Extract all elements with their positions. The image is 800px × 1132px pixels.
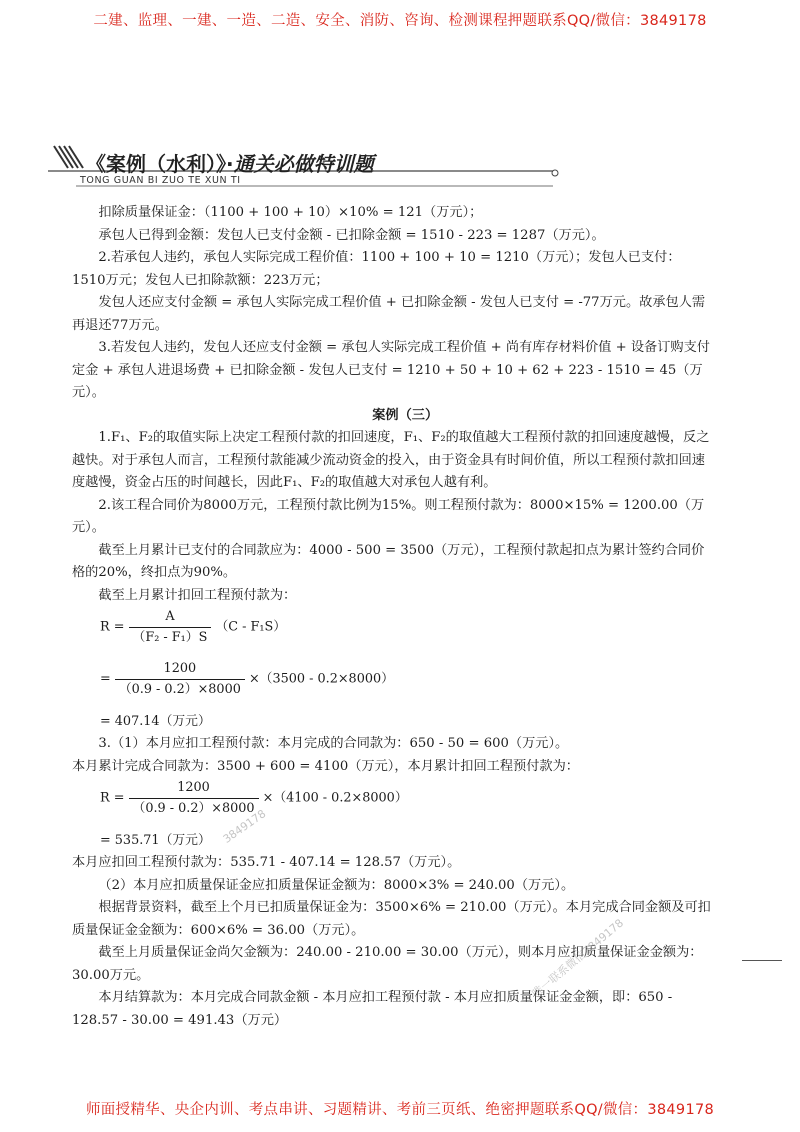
paragraph: 本月结算款为：本月完成合同款金额 - 本月应扣工程预付款 - 本月应扣质量保证金金额，即：650 - 128.57 - 30.00 = 491.43（万元） xyxy=(72,990,673,1028)
paragraph: 发包人还应支付金额 = 承包人实际完成工程价值 + 已扣除金额 - 发包人已支付 = -77万元。故承包人需再退还77万元。 xyxy=(72,295,706,333)
watermark: 3849178 xyxy=(220,807,269,846)
paragraph: 2.该工程合同价为8000万元，工程预付款比例为15%。则工程预付款为：8000×15% = 1200.00（万元）。 xyxy=(72,497,705,535)
formula-numerator: 1200 xyxy=(115,659,245,680)
formula-fraction xyxy=(115,659,245,700)
formula-fraction xyxy=(129,607,212,648)
paragraph: 本月累计完成合同款为：3500 + 600 = 4100（万元），本月累计扣回工程预付款为： xyxy=(72,758,579,774)
formula-lhs: = xyxy=(100,671,111,687)
formula-substituted-1 xyxy=(100,659,712,711)
formula-fraction xyxy=(129,778,259,819)
paragraph: 截至上月累计扣回工程预付款为： xyxy=(98,587,297,603)
paragraph: 截至上月累计已支付的合同款应为：4000 - 500 = 3500（万元），工程预付款起扣点为累计签约合同价格的20%，终扣点为90%。 xyxy=(72,542,705,580)
paragraph: 根据背景资料，截至上个月已扣质量保证金为：3500×6% = 210.00（万元）。本月完成合同金额及可扣质量保证金金额为：600×6% = 36.00（万元）。 xyxy=(72,900,711,938)
paragraph: 3.若发包人违约，发包人还应支付金额 = 承包人实际完成工程价值 + 尚有库存材料价值 + 设备订购支付定金 + 承包人进退场费 + 已扣除金额 - 发包人已支付 = 1210 + 50 + 10 + 62 + 223 - 1510 = 45（万元）。 xyxy=(72,340,710,400)
main-content xyxy=(72,202,712,1032)
formula-denominator: （F₂ - F₁）S xyxy=(132,630,208,645)
formula-rhs: ×（4100 - 0.2×8000） xyxy=(262,790,408,806)
formula-lhs: R = xyxy=(100,619,125,635)
margin-line xyxy=(742,960,782,961)
header-title-italic: 通关必做特训题 xyxy=(233,152,374,176)
paragraph: 承包人已得到金额：发包人已支付金额 - 已扣除金额 = 1510 - 223 = 1287（万元）。 xyxy=(98,227,605,243)
formula-result-2: = 535.71（万元） xyxy=(100,833,211,848)
formula-numerator: 1200 xyxy=(129,778,259,799)
watermark: 唯一联系微信3849178 xyxy=(529,916,627,1001)
paragraph: （2）本月应扣质量保证金应扣质量保证金额为：8000×3% = 240.00（万元）。 xyxy=(98,877,575,893)
formula-rhs: ×（3500 - 0.2×8000） xyxy=(248,671,394,687)
formula-denominator: （0.9 - 0.2）×8000 xyxy=(132,801,255,816)
page-header xyxy=(48,142,568,192)
header-title xyxy=(86,148,374,177)
formula-general xyxy=(100,607,712,659)
formula-denominator: （0.9 - 0.2）×8000 xyxy=(118,682,241,697)
paragraph: 3.（1）本月应扣工程预付款：本月完成的合同款为：650 - 50 = 600（万元）。 xyxy=(98,736,569,751)
header-subtitle: TONG GUAN BI ZUO TE XUN TI xyxy=(80,175,241,186)
section-title: 案例（三） xyxy=(372,407,439,423)
paragraph: 扣除质量保证金：（1100 + 100 + 10）×10% = 121（万元）； xyxy=(98,205,483,220)
bottom-banner: 师面授精华、央企内训、考点串讲、习题精讲、考前三页纸、绝密押题联系QQ/微信：3849178 xyxy=(85,1102,715,1118)
header-title-dot: · xyxy=(226,152,234,176)
paragraph: 2.若承包人违约，承包人实际完成工程价值：1100 + 100 + 10 = 1210（万元）；发包人已支付：1510万元；发包人已扣除款额：223万元； xyxy=(72,250,681,288)
formula-lhs: R = xyxy=(100,790,125,806)
header-title-main: 《案例（水利）》 xyxy=(86,152,226,176)
formula-numerator: A xyxy=(129,607,212,628)
formula-result-1: = 407.14（万元） xyxy=(100,714,211,729)
paragraph: 1.F₁、F₂的取值实际上决定工程预付款的扣回速度，F₁、F₂的取值越大工程预付款的扣回速度越慢，反之越快。对于承包人而言，工程预付款能减少流动资金的投入，由于资金具有时间价值，所以工程预付款扣回速度越慢，资金占压的时间越长，因此F₁、F₂的取值越大对承包人越有利。 xyxy=(72,430,710,490)
paragraph: 本月应扣回工程预付款为：535.71 - 407.14 = 128.57（万元）。 xyxy=(72,855,461,870)
paragraph: 截至上月质量保证金尚欠金额为：240.00 - 210.00 = 30.00（万元），则本月应扣质量保证金金额为：30.00万元。 xyxy=(72,945,703,983)
top-banner: 二建、监理、一建、一造、二造、安全、消防、咨询、检测课程押题联系QQ/微信：3849178 xyxy=(93,13,707,29)
formula-rhs: （C - F₁S） xyxy=(215,619,287,635)
formula-substituted-2 xyxy=(100,778,712,830)
